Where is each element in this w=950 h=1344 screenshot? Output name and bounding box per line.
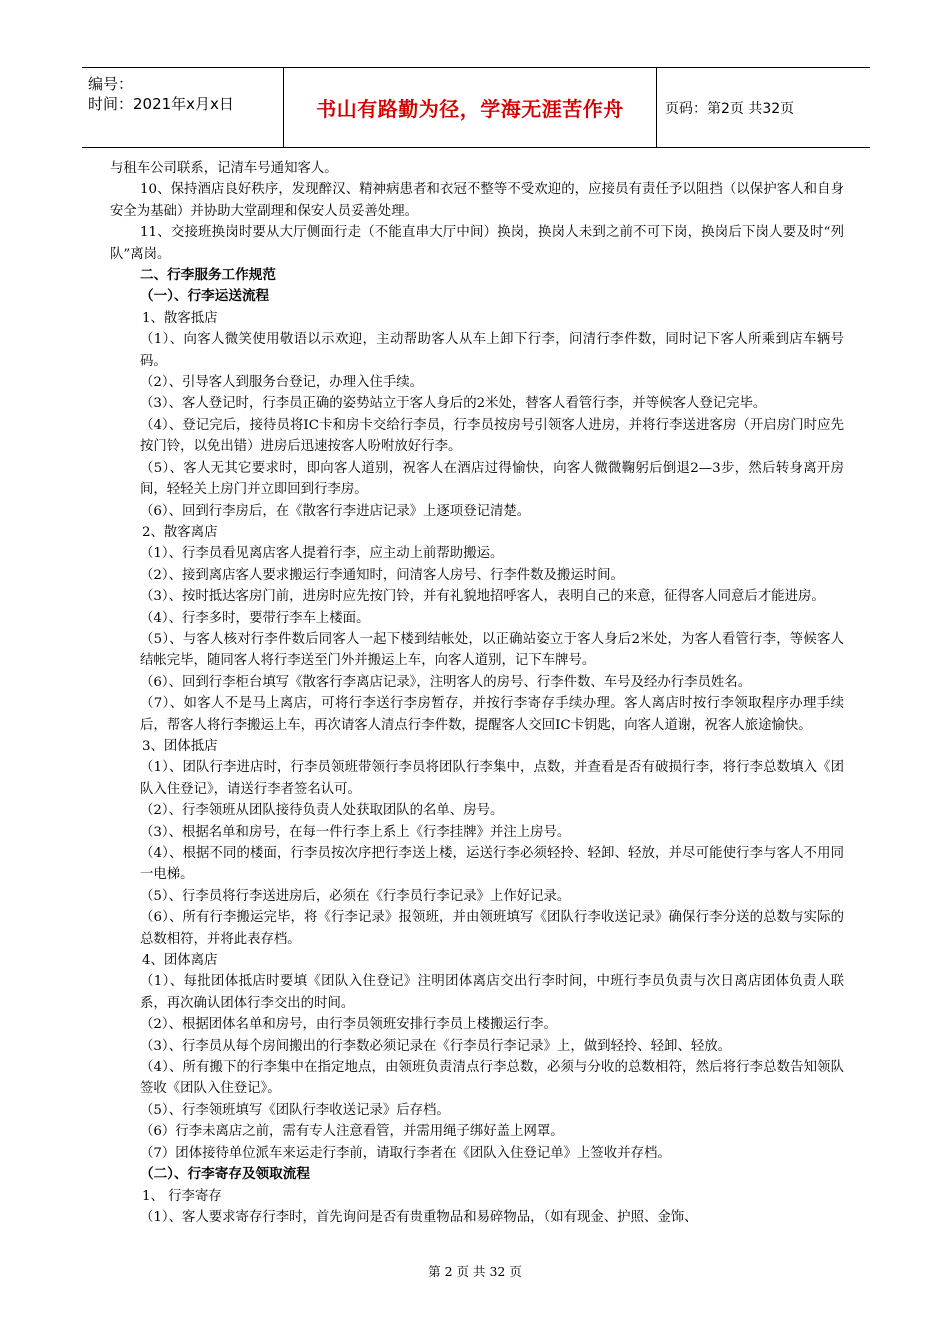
paragraph: （1）、每批团体抵店时要填《团队入住登记》注明团体离店交出行李时间，中班行李员负责与次日离店团体负责人联系，再次确认团体行李交出的时间。 [140,974,844,1011]
paragraph: （1）、向客人微笑使用敬语以示欢迎，主动帮助客人从车上卸下行李，问清行李件数，同时记下客人所乘到店车辆号码。 [140,332,844,369]
paragraph: （6）、回到行李柜台填写《散客行李离店记录》，注明客人的房号、行李件数、车号及经办行李员姓名。 [140,674,752,690]
paragraph: 1、 行李寄存 [142,1188,222,1204]
paragraph: 10、保持酒店良好秩序，发现醉汉、精神病患者和衣冠不整等不受欢迎的，应接员有责任予以阻挡（以保护客人和自身安全为基础）并协助大堂副理和保安人员妥善处理。 [110,182,844,219]
section-heading: （二）、行李寄存及领取流程 [140,1166,310,1183]
header-motto: 书山有路勤为径，学海无涯苦作舟 [284,68,657,147]
paragraph: （1）、行李员看见离店客人提着行李，应主动上前帮助搬运。 [140,546,504,562]
paragraph: （4）、根据不同的楼面，行李员按次序把行李送上楼，运送行李必须轻拎、轻卸、轻放，并尽可能使行李与客人不用同一电梯。 [140,846,844,883]
section-heading: （一）、行李运送流程 [140,288,270,305]
paragraph: （4）、所有搬下的行李集中在指定地点，由领班负责清点行李总数，必须与分收的总数相符，然后将行李总数告知领队签收《团队入住登记》。 [140,1060,844,1097]
paragraph: （2）、根据团体名单和房号，由行李员领班安排行李员上楼搬运行李。 [140,1017,557,1033]
paragraph: （6）行李未离店之前，需有专人注意看管，并需用绳子绑好盖上网罩。 [140,1124,564,1140]
paragraph: （2）、行李领班从团队接待负责人处获取团队的名单、房号。 [140,803,504,819]
paragraph: （7）团体接待单位派车来运走行李前，请取行李者在《团队入住登记单》上签收并存档。 [140,1145,671,1161]
paragraph: （7）、如客人不是马上离店，可将行李送行李房暂存，并按行李寄存手续办理。客人离店时按行李领取程序办理手续后，帮客人将行李搬运上车，再次请客人清点行李件数，提醒客人交回IC卡钥匙，向客人道谢，祝客人旅途愉快。 [140,696,844,733]
paragraph: （6）、所有行李搬运完毕，将《行李记录》报领班，并由领班填写《团队行李收送记录》确保行李分送的总数与实际的总数相符，并将此表存档。 [140,910,844,947]
paragraph: （5）、行李领班填写《团队行李收送记录》后存档。 [140,1102,450,1118]
document-number-label: 编号： [88,75,134,93]
paragraph: （4）、登记完后，接待员将IC卡和房卡交给行李员，行李员按房号引领客人进房，并将行李送进客房（开启房门时应先按门铃，以免出错）进房后迅速按客人吩咐放好行李。 [140,417,844,455]
paragraph: （5）、与客人核对行李件数后同客人一起下楼到结帐处，以正确站姿立于客人身后2米处，为客人看管行李，等候客人结帐完毕，随同客人将行李送至门外并搬运上车，向客人道别，记下车牌号。 [140,631,844,669]
paragraph: （3）、客人登记时，行李员正确的姿势站立于客人身后的2米处，替客人看管行李，并等候客人登记完毕。 [140,396,767,412]
paragraph: （3）、按时抵达客房门前，进房时应先按门铃，并有礼貌地招呼客人，表明自己的来意，征得客人同意后才能进房。 [140,589,825,605]
document-time-label: 时间：2021年x月x日 [88,95,234,113]
paragraph: （4）、行李多时，要带行李车上楼面。 [140,610,370,626]
paragraph: （2）、接到离店客人要求搬运行李通知时，问清客人房号、行李件数及搬运时间。 [140,567,624,583]
paragraph: 1、散客抵店 [142,310,218,326]
paragraph: （3）、行李员从每个房间搬出的行李数必须记录在《行李员行李记录》上，做到轻拎、轻卸、轻放。 [140,1038,732,1054]
paragraph: 4、团体离店 [142,953,218,969]
paragraph: （1）、客人要求寄存行李时，首先询问是否有贵重物品和易碎物品，（如有现金、护照、金饰、 [140,1209,698,1225]
paragraph: （2）、引导客人到服务台登记，办理入住手续。 [140,375,424,391]
paragraph: 与租车公司联系，记清车号通知客人。 [110,161,338,176]
paragraph: 2、散客离店 [142,524,218,540]
paragraph: 3、团体抵店 [142,738,218,754]
paragraph: （1）、团队行李进店时，行李员领班带领行李员将团队行李集中，点数，并查看是否有破损行李，将行李总数填入《团队入住登记》，请送行李者签名认可。 [140,760,844,797]
paragraph: （5）、行李员将行李送进房后，必须在《行李员行李记录》上作好记录。 [140,888,571,904]
paragraph: （6）、回到行李房后，在《散客行李进店记录》上逐项登记清楚。 [140,503,531,519]
paragraph: （3）、根据名单和房号，在每一件行李上系上《行李挂牌》并注上房号。 [140,824,571,840]
page-footer: 第 2 页 共 32 页 [428,1264,522,1279]
header-page-number: 页码：第2页 共32页 [665,100,795,117]
header-meta [82,68,284,147]
document-body [110,158,844,1228]
page-header [82,67,870,148]
section-heading: 二、行李服务工作规范 [140,267,276,284]
paragraph: 11、交接班换岗时要从大厅侧面行走（不能直串大厅中间）换岗，换岗人未到之前不可下岗，换岗后下岗人要及时“列队”离岗。 [110,225,844,262]
paragraph: （5）、客人无其它要求时，即向客人道别，祝客人在酒店过得愉快，向客人微微鞠躬后倒退2—3步，然后转身离开房间，轻轻关上房门并立即回到行李房。 [140,460,844,498]
